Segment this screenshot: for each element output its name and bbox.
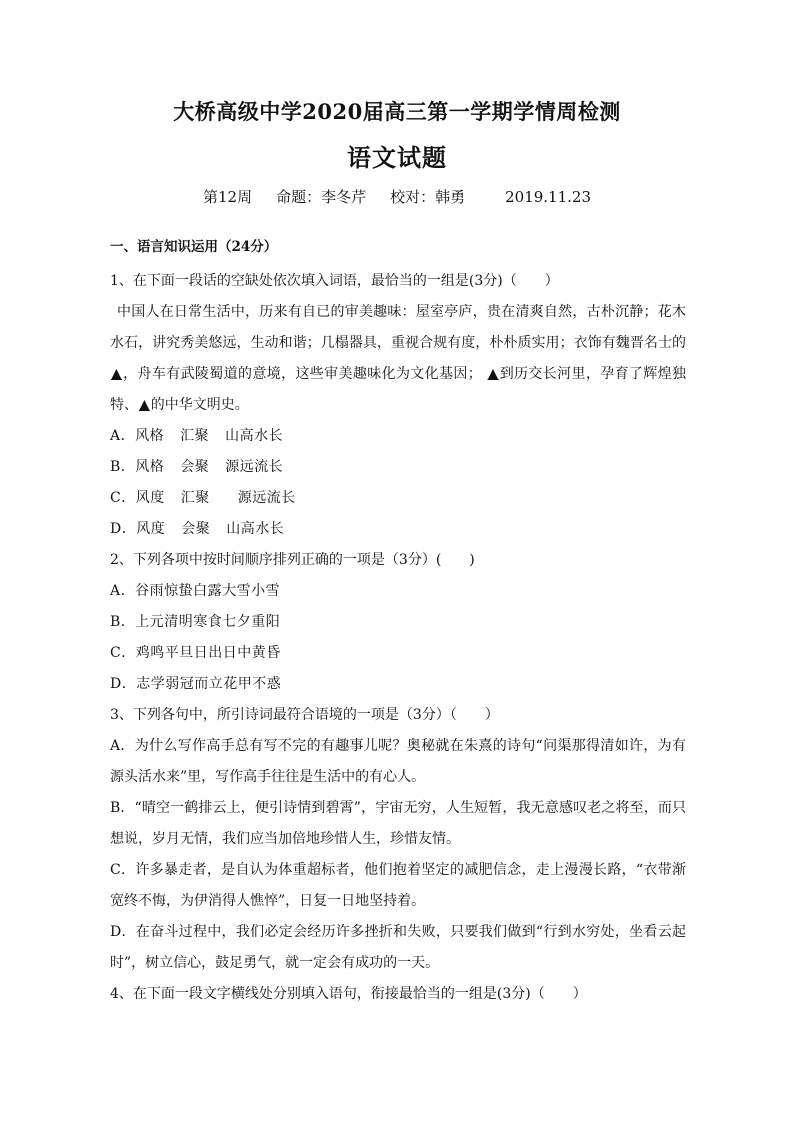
passage-text: 到历交长河里，孕育了辉煌独特、 bbox=[110, 366, 687, 413]
question-2-option: B．上元清明寒食七夕重阳 bbox=[110, 614, 281, 630]
option-word: 会聚 bbox=[181, 521, 211, 537]
option-word: 源远流长 bbox=[225, 459, 284, 475]
date-label: 2019.11.23 bbox=[505, 188, 591, 206]
blank-marker: ▲ bbox=[487, 366, 499, 382]
option-word: 汇聚 bbox=[180, 428, 210, 444]
question-2-option: D．志学弱冠而立花甲不惑 bbox=[110, 676, 282, 692]
question-3-option: A．为什么写作高手总有写不完的有趣事儿呢？奥秘就在朱熹的诗句“问渠那得清如许，为有源头活水来”里，写作高手往往是生活中的有心人。 bbox=[110, 738, 686, 785]
question-1-passage bbox=[110, 297, 686, 421]
subject-title: 语文试题 bbox=[347, 143, 447, 172]
proofreader-label: 校对：韩勇 bbox=[390, 188, 466, 206]
option-word: 汇聚 bbox=[180, 490, 210, 506]
question-1-option bbox=[110, 421, 686, 452]
question-3-stem: 3、下列各句中，所引诗词最符合语境的一项是（3分）（ ） bbox=[110, 707, 499, 723]
option-label: D．风度 bbox=[110, 521, 166, 537]
option-label: B．风格 bbox=[110, 459, 165, 475]
blank-marker: ▲ bbox=[111, 366, 123, 382]
question-4-stem: 4、在下面一段文字横线处分别填入语句，衔接最恰当的一组是(3分)（ ） bbox=[110, 986, 587, 1002]
question-2-option: A．谷雨惊蛰白露大雪小雪 bbox=[110, 583, 281, 599]
author-label: 命题：李冬芹 bbox=[276, 188, 367, 206]
question-1-option bbox=[110, 514, 686, 545]
exam-meta bbox=[0, 186, 794, 207]
question-1-option bbox=[110, 483, 686, 514]
blank-marker: ▲ bbox=[139, 397, 150, 413]
option-word: 会聚 bbox=[180, 459, 210, 475]
question-1-stem: 1、在下面一段话的空缺处依次填入词语，最恰当的一组是(3分)（ ） bbox=[110, 273, 559, 289]
question-1-option bbox=[110, 452, 686, 483]
question-3-option: C．许多暴走者，是自认为体重超标者，他们抱着坚定的减肥信念，走上漫漫长路，“衣带渐宽终不悔，为伊消得人憔悴”，日复一日地坚持着。 bbox=[110, 862, 686, 909]
option-label: C．风度 bbox=[110, 490, 165, 506]
section-heading: 一、语言知识运用（24分） bbox=[110, 239, 278, 255]
question-3-option: B．“晴空一鹤排云上，便引诗情到碧霄”，宇宙无穷，人生短暂，我无意感叹老之将至，而只想说，岁月无情，我们应当加倍地珍惜人生，珍惜友情。 bbox=[110, 800, 686, 847]
option-word: 山高水长 bbox=[225, 428, 284, 444]
exam-body bbox=[110, 235, 686, 1010]
question-2-option: C．鸡鸣平旦日出日中黄昏 bbox=[110, 645, 281, 661]
week-label: 第12周 bbox=[202, 188, 253, 206]
passage-text: 中国人在日常生活中，历来有自已的审美趣味：屋室亭庐，贵在清爽自然，古朴沉静；花木水石，讲究秀美悠远，生动和谐；几榻器具，重视合规有度，朴朴质实用；衣饰有魏晋名士的 bbox=[110, 304, 686, 351]
question-2-stem: 2、下列各项中按时间顺序排列正确的一项是（3分）( ) bbox=[110, 552, 475, 568]
passage-text: 的中华文明史。 bbox=[150, 397, 249, 413]
question-3-option: D．在奋斗过程中，我们必定会经历许多挫折和失败，只要我们做到“行到水穷处，坐看云起时”，树立信心，鼓足勇气，就一定会有成功的一天。 bbox=[110, 924, 686, 971]
passage-text: ，舟车有武陵蜀道的意境，这些审美趣味化为文化基因； bbox=[123, 366, 482, 382]
option-word: 山高水长 bbox=[226, 521, 285, 537]
option-label: A．风格 bbox=[110, 428, 165, 444]
school-title: 大桥高级中学2020届高三第一学期学情周检测 bbox=[173, 99, 621, 124]
option-word: 源远流长 bbox=[237, 490, 296, 506]
